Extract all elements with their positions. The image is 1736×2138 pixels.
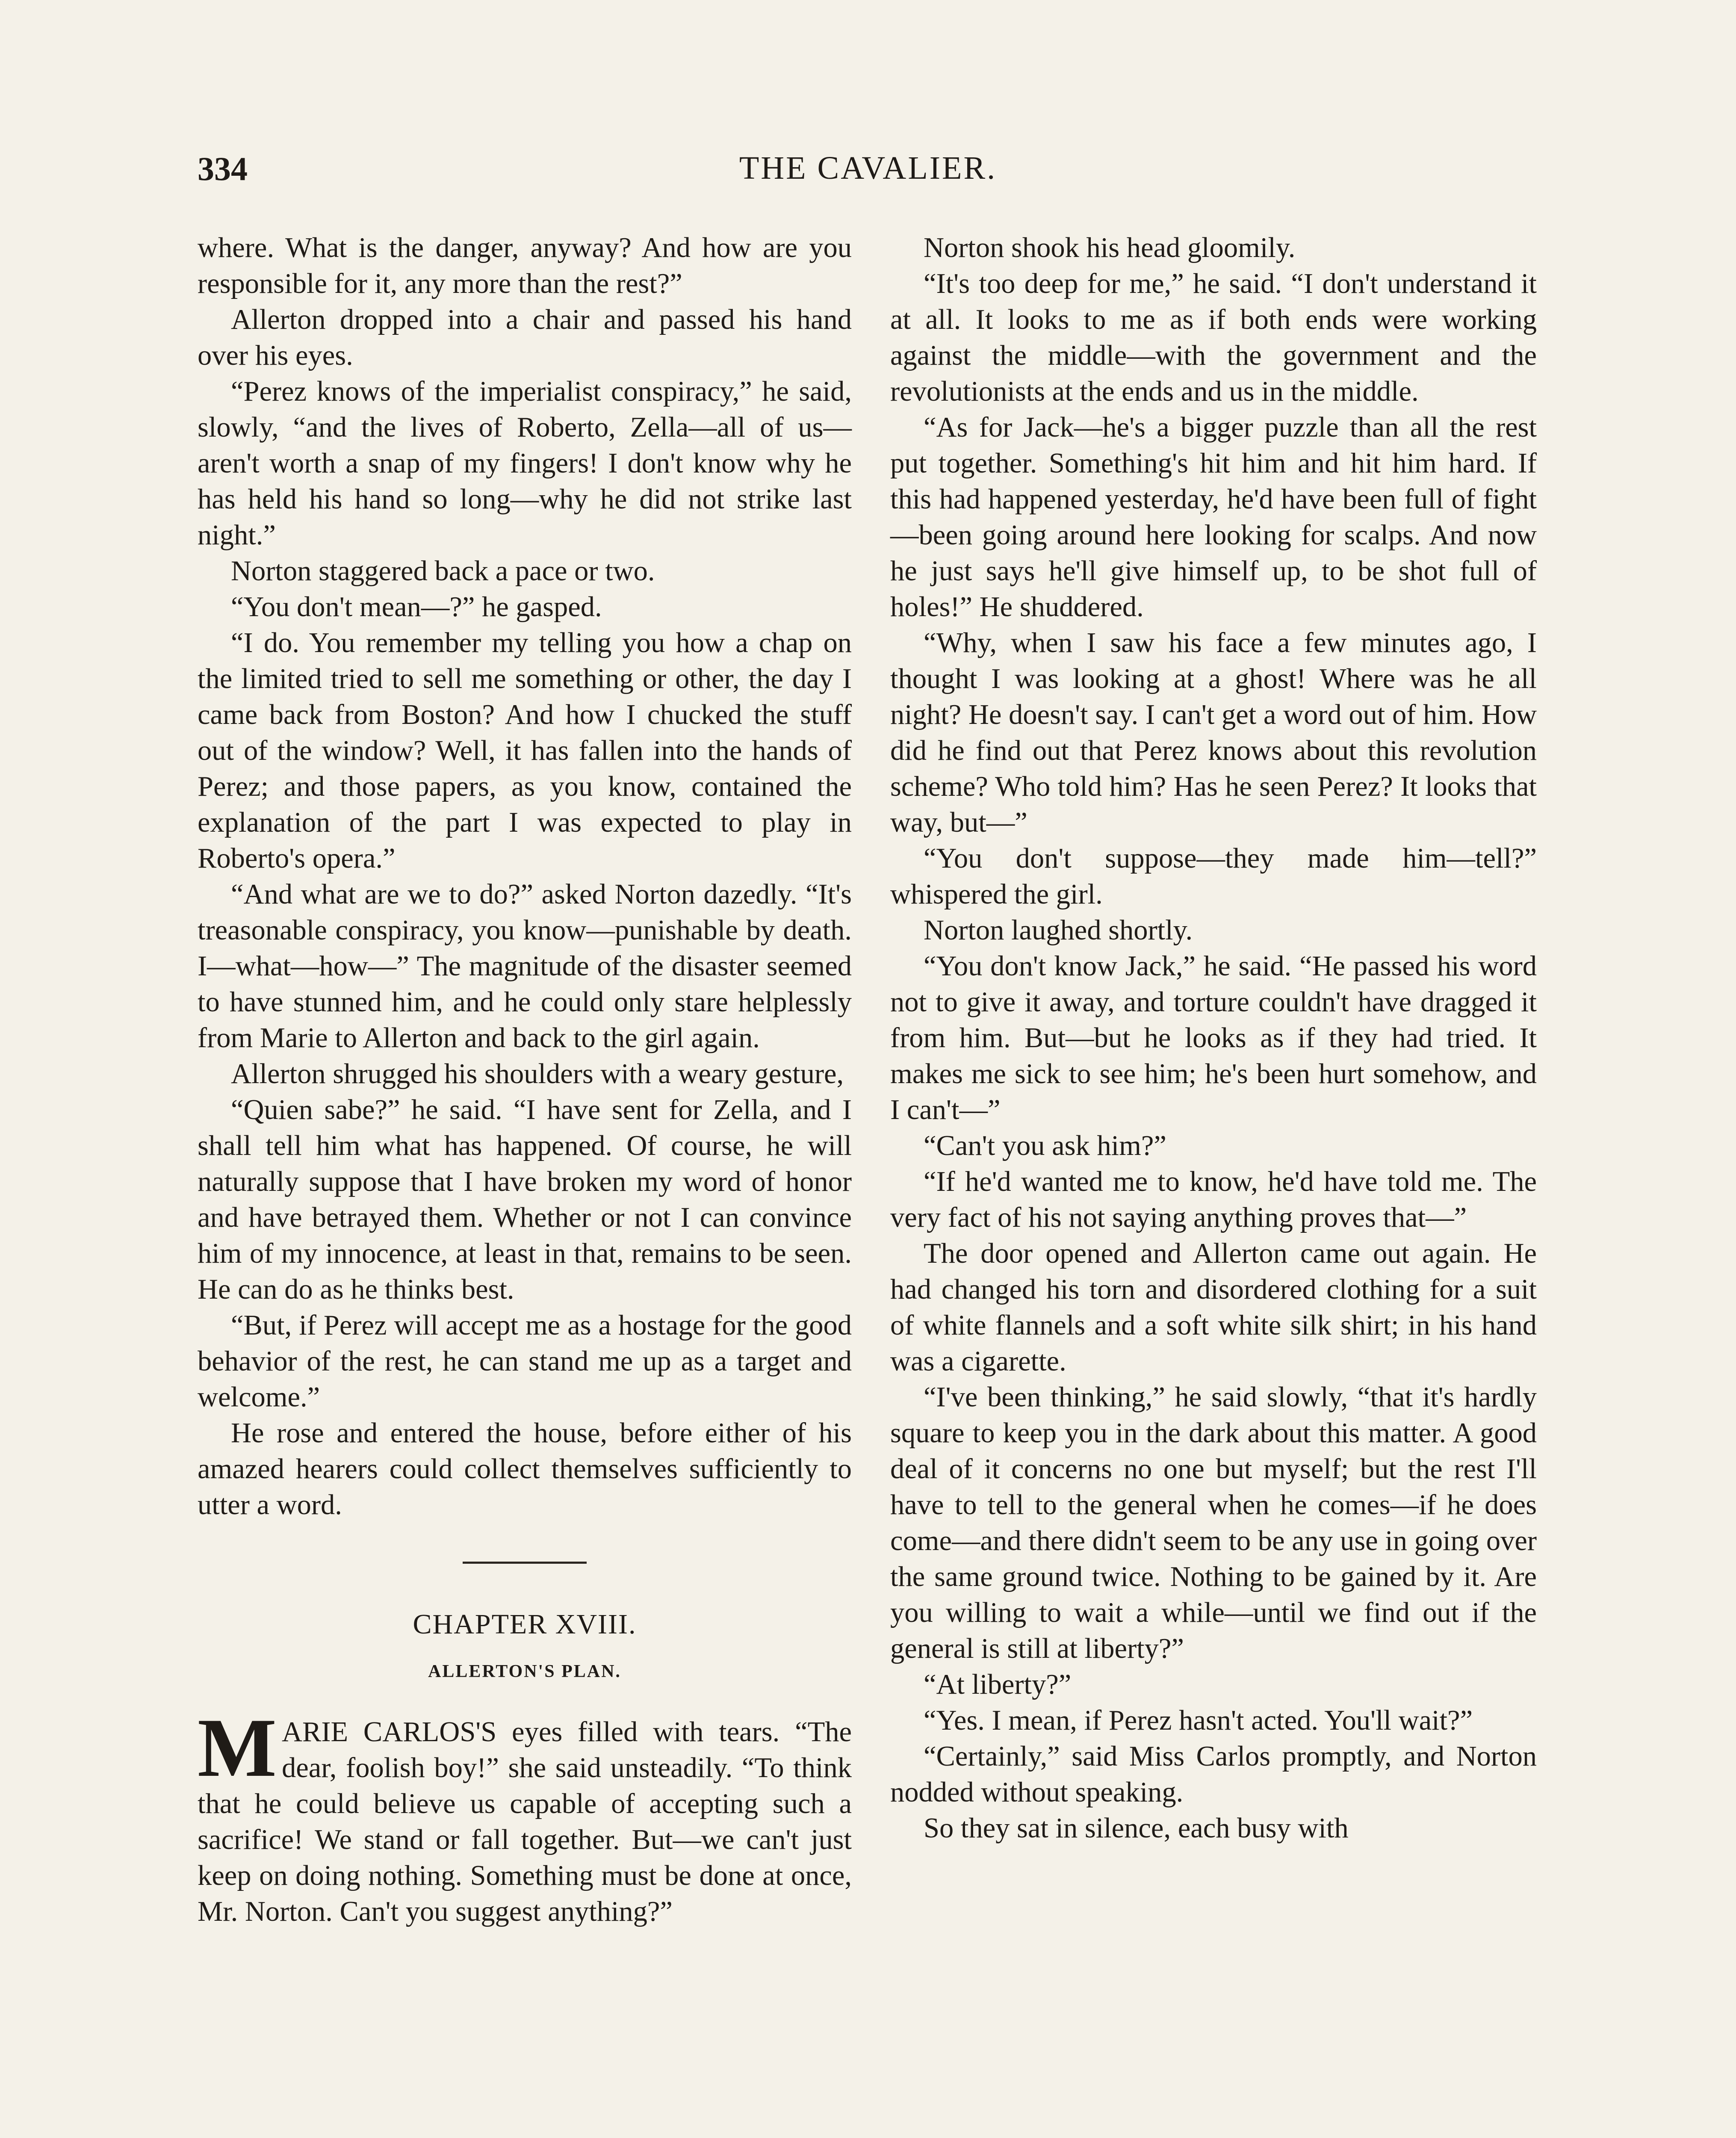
paragraph: “Why, when I saw his face a few minutes ago, I thought I was looking at a ghost! Where was he all night? He doesn't say. I can't get a word out of him. How did he find out that Perez knows about this revolution scheme? Who told him? Has he seen Perez? It looks that way, but—” — [890, 627, 1537, 838]
running-title: THE CAVALIER. — [739, 150, 997, 186]
paragraph: The door opened and Allerton came out again. He had changed his torn and disordered clothing for a suit of white flannels and a soft white silk shirt; in his hand was a cigarette. — [890, 1238, 1537, 1377]
paragraph: “You don't suppose—they made him—tell?” whispered the girl. — [890, 843, 1537, 910]
paragraph: Norton staggered back a pace or two. — [231, 555, 655, 587]
paragraph: “It's too deep for me,” he said. “I don't understand it at all. It looks to me as if both ends were working against the middle—with the government and the revolutionists at the ends and us in the middle. — [890, 268, 1537, 407]
paragraph: Allerton dropped into a chair and passed his hand over his eyes. — [198, 304, 852, 371]
paragraph: So they sat in silence, each busy with — [924, 1813, 1349, 1844]
paragraph: “But, if Perez will accept me as a hostage for the good behavior of the rest, he can stand me up as a target and welcome.” — [198, 1310, 852, 1413]
paragraph-text: ARIE CARLOS'S eyes filled with tears. “The dear, foolish boy!” she said unsteadily. “To think that he could believe us capable of accepting such a sacrifice! We stand or fall together. But—we can't just keep on doing nothing. Something must be done at once, Mr. Norton. Can't you suggest anything?” — [198, 1716, 852, 1927]
drop-cap: M — [198, 1701, 277, 1794]
right-column — [890, 230, 1537, 1846]
paragraph: “Certainly,” said Miss Carlos promptly, and Norton nodded without speaking. — [890, 1741, 1537, 1808]
paragraph: “And what are we to do?” asked Norton dazedly. “It's treasonable conspiracy, you know—punishable by death. I—what—how—” The magnitude of the disaster seemed to have stunned him, and he could only stare helplessly from Marie to Allerton and back to the girl again. — [198, 879, 852, 1054]
chapter-subtitle: ALLERTON'S PLAN. — [428, 1662, 621, 1681]
paragraph: Norton shook his head gloomily. — [924, 232, 1296, 263]
paragraph: He rose and entered the house, before either of his amazed hearers could collect themselves sufficiently to utter a word. — [198, 1417, 852, 1521]
chapter-first-paragraph — [198, 1701, 852, 1930]
paragraph: “Can't you ask him?” — [924, 1130, 1166, 1161]
paragraph: Allerton shrugged his shoulders with a weary gesture, — [231, 1058, 844, 1090]
paragraph: “As for Jack—he's a bigger puzzle than all the rest put together. Something's hit him and hit him hard. If this had happened yesterday, he'd have been full of fight—been going around here looking for scalps. And now he just says he'll give himself up, to be shot full of holes!” He shuddered. — [890, 412, 1537, 623]
paragraph: “I do. You remember my telling you how a chap on the limited tried to sell me something or other, the day I came back from Boston? And how I chucked the stuff out of the window? Well, it has fallen into the hands of Perez; and those papers, as you know, contained the explanation of the part I was expected to play in Roberto's opera.” — [198, 627, 852, 874]
paragraph: “Quien sabe?” he said. “I have sent for Zella, and I shall tell him what has happened. Of course, he will naturally suppose that I have broken my word of honor and have betrayed them. Whether or not I can convince him of my innocence, at least in that, remains to be seen. He can do as he thinks best. — [198, 1094, 852, 1305]
chapter-title: CHAPTER XVIII. — [413, 1609, 637, 1640]
paragraph: “You don't mean—?” he gasped. — [231, 591, 602, 623]
section-divider — [463, 1562, 587, 1564]
page-number: 334 — [198, 150, 248, 187]
paragraph: “I've been thinking,” he said slowly, “that it's hardly square to keep you in the dark about this matter. A good deal of it concerns no one but myself; but the rest I'll have to tell to the general when he comes—if he does come—and there didn't seem to be any use in going over the same ground twice. Nothing to be gained by it. Are you willing to wait a while—until we find out if the general is still at liberty?” — [890, 1382, 1537, 1664]
paragraph: “Perez knows of the imperialist conspiracy,” he said, slowly, “and the lives of Roberto, Zella—all of us—aren't worth a snap of my fingers! I don't know why he has held his hand so long—why he did not strike last night.” — [198, 376, 852, 551]
paragraph: “You don't know Jack,” he said. “He passed his word not to give it away, and torture couldn't have dragged it from him. But—but he looks as if they had tried. It makes me sick to see him; he's been hurt somehow, and I can't—” — [890, 951, 1537, 1125]
paragraph: “At liberty?” — [924, 1669, 1072, 1700]
left-column — [198, 230, 852, 1930]
paragraph: “Yes. I mean, if Perez hasn't acted. You'll wait?” — [924, 1705, 1473, 1736]
paragraph: where. What is the danger, anyway? And how are you responsible for it, any more than the rest?” — [198, 232, 852, 299]
paragraph: “If he'd wanted me to know, he'd have told me. The very fact of his not saying anything proves that—” — [890, 1166, 1537, 1233]
paragraph: Norton laughed shortly. — [924, 915, 1193, 946]
